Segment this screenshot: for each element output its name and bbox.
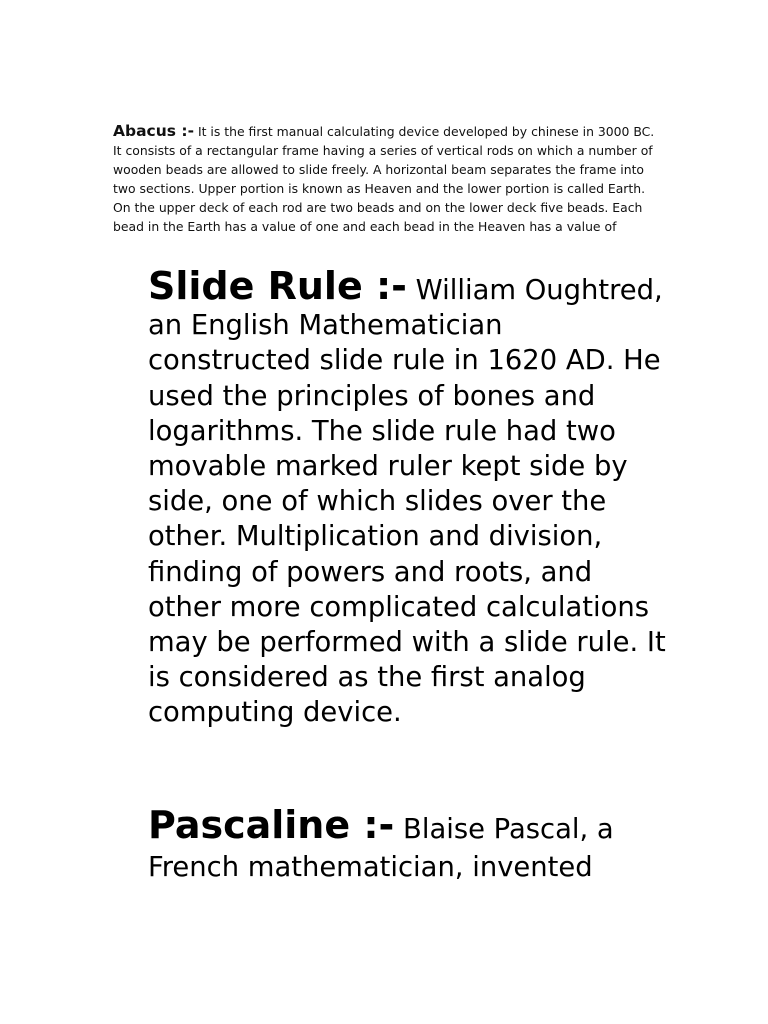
slide-rule-text: William Oughtred, an English Mathematician constructed slide rule in 1620 AD. He used the principles of bones and logarithms. The slide rule had two movable marked ruler kept side by side, one of which slides over the other. Multiplication and division, finding of powers and roots, and other more complicated calculations may be performed with a slide rule. It is considered as the first analog computing device.	[148, 275, 666, 729]
slide-rule-heading: Slide Rule :-	[148, 264, 407, 308]
pascaline-paragraph	[148, 803, 668, 887]
abacus-text: It is the first manual calculating device developed by chinese in 3000 BC. It consists of a rectangular frame having a series of vertical rods on which a number of wooden beads are allowed to slide freely. A horizontal beam separates the frame into two sections. Upper portion is known as Heaven and the lower portion is called Earth. On the upper deck of each rod are two beads and on the lower deck five beads. Each bead in the Earth has a value of one and each bead in the Heaven has a value of	[113, 124, 655, 234]
abacus-heading: Abacus :-	[113, 122, 195, 140]
pascaline-heading: Pascaline :-	[148, 803, 395, 847]
abacus-paragraph	[113, 122, 658, 236]
pascaline-text: Blaise Pascal, a French mathematician, invented	[148, 814, 614, 883]
slide-rule-paragraph	[148, 264, 668, 731]
